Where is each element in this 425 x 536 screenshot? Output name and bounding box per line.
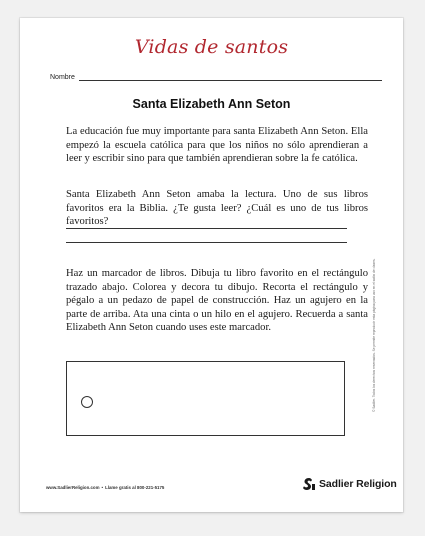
name-line[interactable] [79,79,382,81]
answer-line-1[interactable] [66,228,347,229]
footer-website[interactable]: www.SadlierReligion.com [46,485,100,490]
sadlier-logo [302,477,397,491]
punch-hole-circle [81,396,93,408]
question-paragraph: Santa Elizabeth Ann Seton amaba la lectura. Uno de sus libros favoritos era la Biblia. ¿Te gusta leer? ¿Cuál es uno de tus libros favoritos? [66,189,368,227]
name-label: Nombre [50,74,75,81]
intro-paragraph: La educación fue muy importante para santa Elizabeth Ann Seton. Ella empezó la escuela católica para que los niños no sólo aprendieran a leer y escribir sino para que también aprendieran sobre la fe católica. [66,126,368,164]
sadlier-logo-icon [302,477,316,491]
worksheet-page [20,18,403,512]
bookmark-rectangle[interactable] [66,361,345,436]
instructions-paragraph: Haz un marcador de libros. Dibuja tu libro favorito en el rectángulo trazado abajo. Colorea y decora tu dibujo. Recorta el rectángulo y pégalo a un pedazo de papel de construcción. Haz un agujero en la parte de arriba. Ata una cinta o un hilo en el agujero. Recuerda a santa Elizabeth Ann Seton cuando uses este marcador. [66,268,368,333]
footer-contact [46,485,164,490]
page-heading: Santa Elizabeth Ann Seton [132,97,291,111]
footer-phone: Llame gratis al 800-221-5175 [105,485,165,490]
answer-line-2[interactable] [66,242,347,243]
name-field[interactable] [50,68,382,82]
header-title: Vidas de santos [134,36,289,58]
sadlier-logo-text: Sadlier Religion [319,478,397,490]
footer-separator: • [101,485,104,490]
copyright-side-note: © Sadlier. Todos los derechos reservados. Se permite reproducir esta página para uso en el salón de clases. [372,258,376,412]
